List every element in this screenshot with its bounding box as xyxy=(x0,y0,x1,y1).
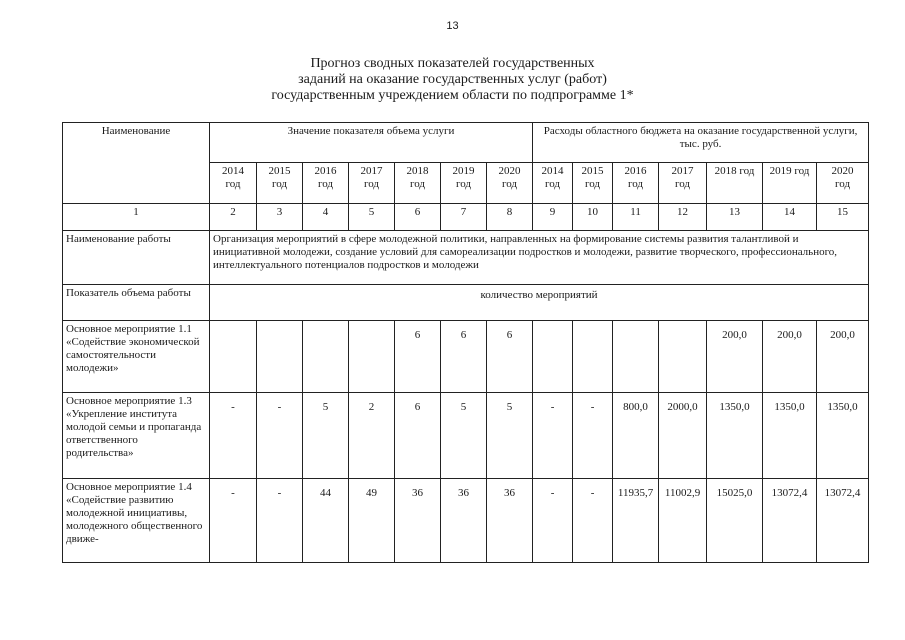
work-name-row xyxy=(63,231,869,285)
column-number: 14 xyxy=(763,204,817,231)
table-row xyxy=(63,321,869,393)
year-cell: 2014 год xyxy=(210,163,257,204)
year-cell: 2015 год xyxy=(257,163,303,204)
table-cell: 49 xyxy=(349,479,395,563)
column-number: 6 xyxy=(395,204,441,231)
column-number: 5 xyxy=(349,204,395,231)
title-line-2: заданий на оказание государственных услуг (работ) xyxy=(298,72,607,87)
table-cell: - xyxy=(257,393,303,479)
title-line-3: государственным учреждением области по подпрограмме 1* xyxy=(271,88,634,103)
indicator-text: количество мероприятий xyxy=(210,285,869,321)
row-name: Основное мероприятие 1.1 «Содействие экономической самостоятельности молодежи» xyxy=(63,321,210,393)
table-cell: 6 xyxy=(395,321,441,393)
header-row-groups xyxy=(63,123,869,163)
table-cell: - xyxy=(533,479,573,563)
page-number: 13 xyxy=(446,20,459,32)
table-cell: 13072,4 xyxy=(817,479,869,563)
column-number: 10 xyxy=(573,204,613,231)
table-cell xyxy=(573,321,613,393)
table-cell: - xyxy=(210,479,257,563)
table-cell: 6 xyxy=(441,321,487,393)
table-cell: 200,0 xyxy=(707,321,763,393)
year-cell: 2014 год xyxy=(533,163,573,204)
column-number: 9 xyxy=(533,204,573,231)
table-cell xyxy=(349,321,395,393)
column-number: 2 xyxy=(210,204,257,231)
table-cell: 44 xyxy=(303,479,349,563)
table-cell: 5 xyxy=(303,393,349,479)
table-cell xyxy=(210,321,257,393)
column-number: 15 xyxy=(817,204,869,231)
column-number-row xyxy=(63,204,869,231)
year-cell: 2017 год xyxy=(659,163,707,204)
table-cell: 2 xyxy=(349,393,395,479)
table-cell xyxy=(257,321,303,393)
table-cell: - xyxy=(573,479,613,563)
table-cell: 1350,0 xyxy=(707,393,763,479)
work-name-text: Организация мероприятий в сфере молодежной политики, направленных на формирование системы развития талантливой и инициативной молодежи, создание условий для самореализации подростков и молодежи, развитие творческого, профессионального, интеллектуального потенциалов подростков и молодежи xyxy=(210,231,869,285)
indicator-label: Показатель объема работы xyxy=(63,285,210,321)
header-group-volume-label: Значение показателя объема услуги xyxy=(287,125,455,137)
table-cell: 1350,0 xyxy=(763,393,817,479)
header-name-label: Наименование xyxy=(101,125,171,137)
year-cell: 2020 год xyxy=(817,163,869,204)
table-cell: - xyxy=(573,393,613,479)
table-cell: 11002,9 xyxy=(659,479,707,563)
year-cell: 2016 год xyxy=(613,163,659,204)
table-cell: - xyxy=(257,479,303,563)
table-cell: 2000,0 xyxy=(659,393,707,479)
work-name-label: Наименование работы xyxy=(63,231,210,285)
column-number: 11 xyxy=(613,204,659,231)
table-cell xyxy=(613,321,659,393)
table-cell: 36 xyxy=(395,479,441,563)
table-cell: 6 xyxy=(487,321,533,393)
year-cell: 2019 год xyxy=(441,163,487,204)
year-cell: 2019 год xyxy=(763,163,817,204)
header-name-cell xyxy=(63,123,210,204)
table-cell: 15025,0 xyxy=(707,479,763,563)
indicator-row xyxy=(63,285,869,321)
column-number: 8 xyxy=(487,204,533,231)
year-cell: 2016 год xyxy=(303,163,349,204)
table-cell xyxy=(303,321,349,393)
table-cell: 36 xyxy=(441,479,487,563)
table-row xyxy=(63,479,869,563)
column-number: 13 xyxy=(707,204,763,231)
table-cell: 13072,4 xyxy=(763,479,817,563)
header-group-volume xyxy=(210,123,533,163)
row-name: Основное мероприятие 1.3 «Укрепление института молодой семьи и пропаганда ответственного родительства» xyxy=(63,393,210,479)
table-cell xyxy=(659,321,707,393)
column-number: 3 xyxy=(257,204,303,231)
year-cell: 2018 год xyxy=(707,163,763,204)
header-group-expenses-label: Расходы областного бюджета на оказание государственной услуги, тыс. руб. xyxy=(543,125,858,150)
table-cell: 1350,0 xyxy=(817,393,869,479)
table-cell: 11935,7 xyxy=(613,479,659,563)
table-cell: 200,0 xyxy=(763,321,817,393)
title-line-1: Прогноз сводных показателей государственных xyxy=(310,56,595,71)
table-row xyxy=(63,393,869,479)
year-cell: 2020 год xyxy=(487,163,533,204)
column-number: 12 xyxy=(659,204,707,231)
column-number: 1 xyxy=(63,204,210,231)
row-name: Основное мероприятие 1.4 «Содействие развитию молодежной инициативы, молодежного общественного движе- xyxy=(63,479,210,563)
table-cell: 36 xyxy=(487,479,533,563)
table-cell: 200,0 xyxy=(817,321,869,393)
year-cell: 2018 год xyxy=(395,163,441,204)
table-cell: 5 xyxy=(441,393,487,479)
header-group-expenses xyxy=(533,123,869,163)
page-title xyxy=(0,56,905,104)
table-cell: 800,0 xyxy=(613,393,659,479)
table-cell: 5 xyxy=(487,393,533,479)
indicators-table xyxy=(62,122,869,563)
year-cell: 2017 год xyxy=(349,163,395,204)
table-cell: - xyxy=(210,393,257,479)
table-cell: - xyxy=(533,393,573,479)
column-number: 7 xyxy=(441,204,487,231)
year-cell: 2015 год xyxy=(573,163,613,204)
table-cell: 6 xyxy=(395,393,441,479)
column-number: 4 xyxy=(303,204,349,231)
table-cell xyxy=(533,321,573,393)
